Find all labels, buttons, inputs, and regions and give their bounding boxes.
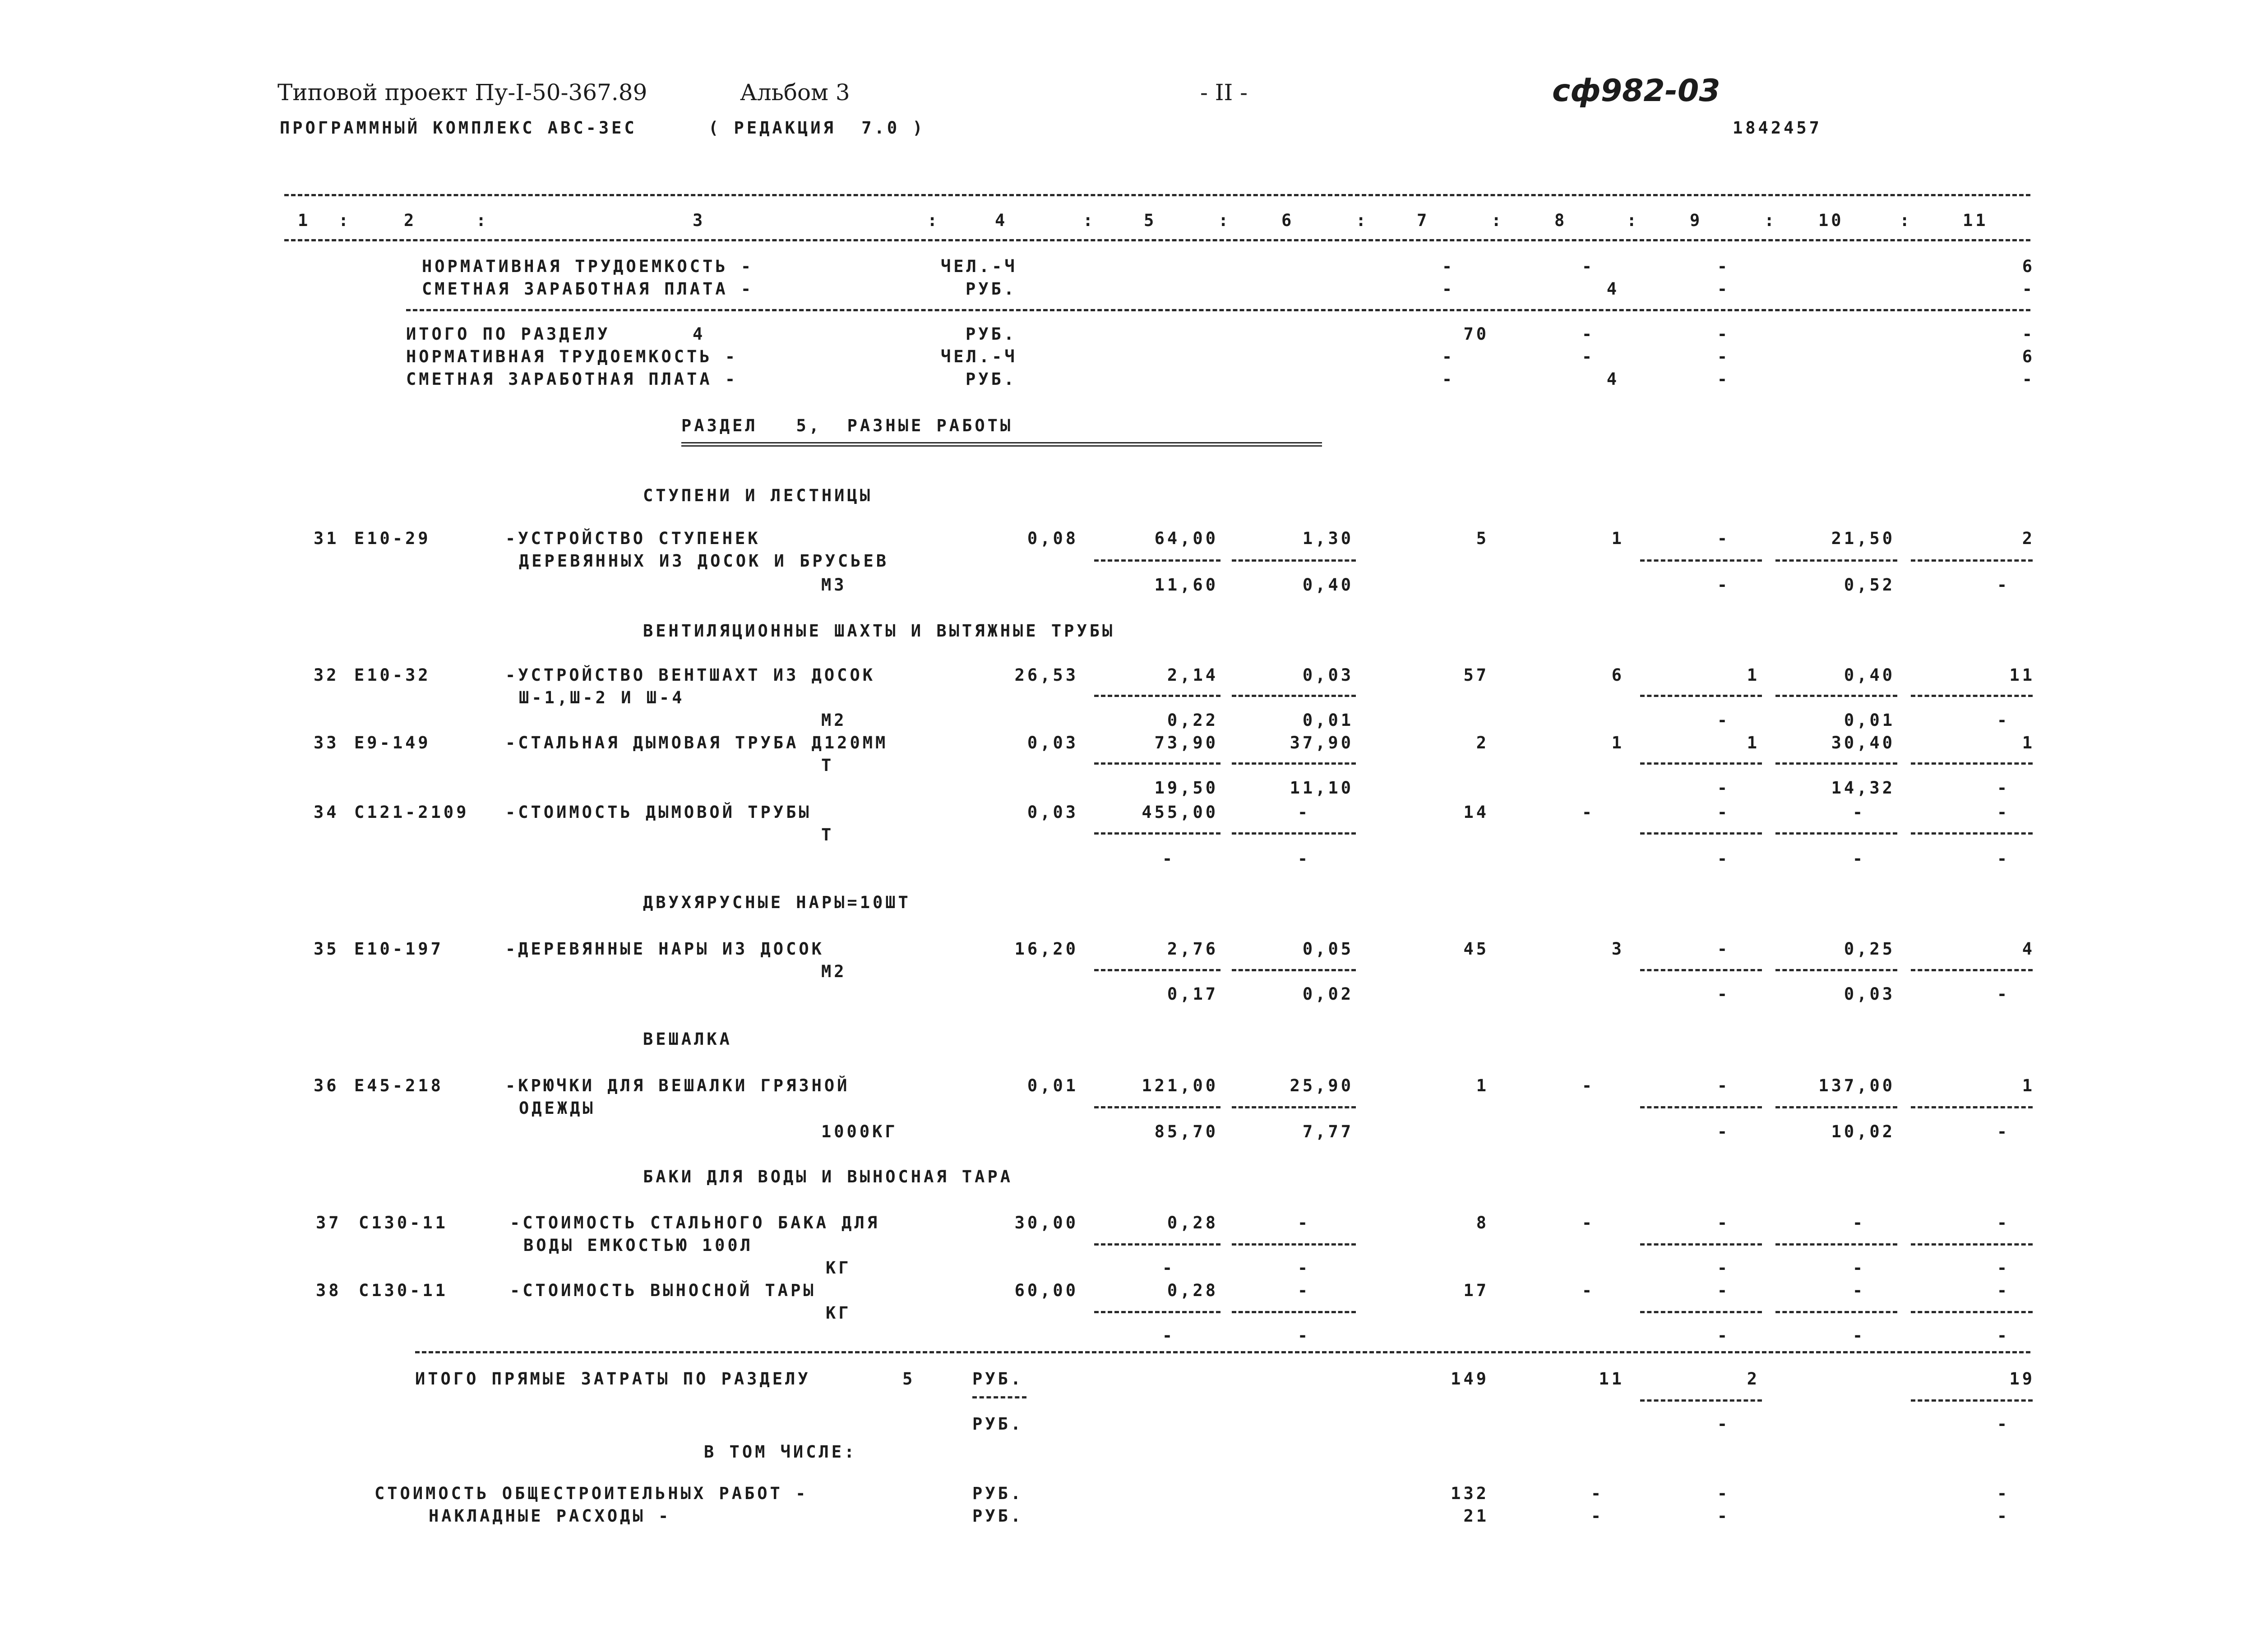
cell-c11: - <box>1997 803 2010 822</box>
subtotal-rule <box>406 309 2030 311</box>
cell-c10: 0,25 <box>1844 939 1895 959</box>
cell-rule <box>1094 559 1220 562</box>
cell-rule <box>1775 1243 1897 1246</box>
group-title: СТУПЕНИ И ЛЕСТНИЦЫ <box>643 486 873 505</box>
unit-wage-sub: - <box>1297 1258 1311 1278</box>
unit-wage: 25,90 <box>1290 1076 1354 1095</box>
cell-c10-sub: - <box>1852 849 1866 868</box>
overhead-v8: - <box>1590 1506 1604 1526</box>
unit-wage: 1,30 <box>1302 529 1354 548</box>
cell-c11-sub: - <box>1997 711 2010 730</box>
col-sep: : <box>1764 211 1777 230</box>
cell-c11-sub: - <box>1997 1122 2010 1141</box>
cell-rule <box>1640 559 1762 562</box>
group-title: БАКИ ДЛЯ ВОДЫ И ВЫНОСНАЯ ТАРА <box>643 1167 1013 1186</box>
album-label: Альбом 3 <box>740 79 850 106</box>
col-sep: : <box>927 211 940 230</box>
cell-c11: - <box>1997 1213 2010 1232</box>
cell-c11: 4 <box>2022 939 2035 959</box>
work-description: -ДЕРЕВЯННЫЕ НАРЫ ИЗ ДОСОК <box>505 939 824 959</box>
cell-rule <box>1775 1106 1897 1108</box>
row-number: 32 <box>314 665 339 685</box>
row-number: 37 <box>316 1213 342 1232</box>
unit-cost-sub: - <box>1162 1326 1175 1345</box>
total-wage-label: СМЕТНАЯ ЗАРАБОТНАЯ ПЛАТА - <box>406 369 738 389</box>
wage-unit: РУБ. <box>966 279 1017 299</box>
cell-rule <box>1094 762 1220 765</box>
col-6: 6 <box>1281 211 1294 230</box>
unit: М3 <box>821 575 847 595</box>
unit: КГ <box>826 1303 851 1323</box>
cell-rule <box>1911 695 2033 697</box>
overhead-label: НАКЛАДНЫЕ РАСХОДЫ - <box>429 1506 671 1526</box>
total-cost: 8 <box>1476 1213 1489 1232</box>
unit-cost: 0,28 <box>1167 1213 1218 1232</box>
cell-c11-sub: - <box>1997 1258 2010 1278</box>
unit-wage-sub: 11,10 <box>1290 778 1354 798</box>
cell-c10: 21,50 <box>1831 529 1895 548</box>
cell-v11: 6 <box>2022 257 2035 276</box>
unit-wage-sub: 0,01 <box>1302 711 1354 730</box>
general-works-v7: 132 <box>1451 1484 1489 1503</box>
unit-cost: 455,00 <box>1142 803 1218 822</box>
cell-v9: - <box>1717 324 1730 344</box>
cell-c11-sub: - <box>1997 575 2010 595</box>
cell-c9-sub: - <box>1717 711 1730 730</box>
header-rule <box>284 239 2030 241</box>
cell-rule <box>1640 1311 1762 1313</box>
cell-rule <box>1911 1399 2033 1402</box>
direct-costs-unit-sub: РУБ. <box>972 1414 1024 1434</box>
work-description: -КРЮЧКИ ДЛЯ ВЕШАЛКИ ГРЯЗНОЙ <box>505 1076 850 1095</box>
col-4: 4 <box>995 211 1008 230</box>
unit-wage-sub: 7,77 <box>1302 1122 1354 1141</box>
cell-c11-sub: - <box>1997 778 2010 798</box>
cell-rule <box>1232 969 1356 971</box>
cell-c9: - <box>1717 1076 1730 1095</box>
col-sep: : <box>1218 211 1231 230</box>
work-description: -УСТРОЙСТВО СТУПЕНЕК <box>505 529 761 548</box>
cell-c10-sub: 10,02 <box>1831 1122 1895 1141</box>
section-total-label: ИТОГО ПО РАЗДЕЛУ <box>406 324 610 344</box>
col-sep: : <box>1900 211 1913 230</box>
cell-c11: 2 <box>2022 529 2035 548</box>
rate-code: Е10-29 <box>354 529 431 548</box>
unit-cost: 2,76 <box>1167 939 1218 959</box>
cell-c9-sub: - <box>1717 984 1730 1004</box>
group-title: ВЕШАЛКА <box>643 1029 732 1049</box>
work-description-cont: ОДЕЖДЫ <box>519 1098 596 1118</box>
general-works-v11: - <box>1997 1484 2010 1503</box>
total-cost: 45 <box>1463 939 1489 959</box>
overhead-v7: 21 <box>1463 1506 1489 1526</box>
cell-rule <box>1640 762 1762 765</box>
document-number: 1842457 <box>1733 118 1822 138</box>
cell-rule <box>1232 832 1356 835</box>
cell-c11-sub: - <box>1997 984 2010 1004</box>
unit-wage: 0,05 <box>1302 939 1354 959</box>
cell-v7: - <box>1442 279 1455 299</box>
total-wage: 1 <box>1611 733 1624 752</box>
total-wage: 3 <box>1611 939 1624 959</box>
cell-rule <box>1094 832 1220 835</box>
total-wage: - <box>1581 1213 1595 1232</box>
section-5-title: РАЗДЕЛ 5, РАЗНЫЕ РАБОТЫ <box>681 416 1013 435</box>
cell-rule <box>1775 695 1897 697</box>
cell-c11: 11 <box>2009 665 2035 685</box>
cell-rule <box>1094 969 1220 971</box>
cell-c9-sub: - <box>1717 849 1730 868</box>
cell-rule <box>1232 762 1356 765</box>
work-description-cont: ВОДЫ ЕМКОСТЬЮ 100Л <box>523 1236 753 1255</box>
cell-v8: - <box>1581 324 1595 344</box>
cell-rule <box>1232 559 1356 562</box>
cell-c10-sub: 0,52 <box>1844 575 1895 595</box>
total-cost: 17 <box>1463 1281 1489 1300</box>
cell-rule <box>1911 969 2033 971</box>
cell-c10: - <box>1852 1281 1866 1300</box>
quantity: 0,08 <box>1027 529 1078 548</box>
total-cost: 1 <box>1476 1076 1489 1095</box>
work-description: -СТОИМОСТЬ СТАЛЬНОГО БАКА ДЛЯ <box>510 1213 880 1232</box>
section-5-underline <box>681 442 1322 447</box>
group-title: ВЕНТИЛЯЦИОННЫЕ ШАХТЫ И ВЫТЯЖНЫЕ ТРУБЫ <box>643 621 1115 641</box>
cell-rule <box>1775 832 1897 835</box>
cell-rule <box>1232 1243 1356 1246</box>
unit: М2 <box>821 711 847 730</box>
cell-c9: 1 <box>1747 665 1760 685</box>
col-5: 5 <box>1144 211 1157 230</box>
cell-c9: - <box>1717 529 1730 548</box>
unit-cost-sub: - <box>1162 1258 1175 1278</box>
cell-c10-sub: 0,01 <box>1844 711 1895 730</box>
overhead-v11: - <box>1997 1506 2010 1526</box>
work-description: -СТОИМОСТЬ ДЫМОВОЙ ТРУБЫ <box>505 803 812 822</box>
quantity: 0,03 <box>1027 733 1078 752</box>
cell-c10-sub: - <box>1852 1326 1866 1345</box>
cell-v8: - <box>1581 257 1595 276</box>
cell-c9-sub: - <box>1717 1122 1730 1141</box>
cell-c9: 1 <box>1747 733 1760 752</box>
direct-costs-v8: 11 <box>1599 1369 1624 1389</box>
cell-v11: - <box>2022 324 2035 344</box>
table-top-rule <box>284 194 2030 196</box>
col-11: 11 <box>1963 211 1988 230</box>
overhead-unit: РУБ. <box>972 1506 1024 1526</box>
total-wage: - <box>1581 1281 1595 1300</box>
labor-unit: ЧЕЛ.-Ч <box>941 257 1017 276</box>
cell-rule <box>1911 1243 2033 1246</box>
cell-rule <box>1640 695 1762 697</box>
direct-costs-v7: 149 <box>1451 1369 1489 1389</box>
rate-code: С121-2109 <box>354 803 469 822</box>
cell-rule <box>1232 695 1356 697</box>
cell-rule <box>1232 1106 1356 1108</box>
rate-code: Е45-218 <box>354 1076 444 1095</box>
general-works-v8: - <box>1590 1484 1604 1503</box>
rate-code: С130-11 <box>359 1213 448 1232</box>
unit: М2 <box>821 962 847 981</box>
section-total-number: 4 <box>693 324 706 344</box>
cell-v9: - <box>1717 279 1730 299</box>
col-8: 8 <box>1554 211 1567 230</box>
cell-c11: 1 <box>2022 733 2035 752</box>
unit-cost-sub: 85,70 <box>1154 1122 1218 1141</box>
row-number: 34 <box>314 803 339 822</box>
cell-c9-sub: - <box>1717 1326 1730 1345</box>
col-sep: : <box>1083 211 1096 230</box>
col-sep: : <box>1627 211 1640 230</box>
group-title: ДВУХЯРУСНЫЕ НАРЫ=10ШТ <box>643 893 911 912</box>
unit: 1000КГ <box>821 1122 898 1141</box>
direct-costs-v9: 2 <box>1747 1369 1760 1389</box>
unit-cost-sub: - <box>1162 849 1175 868</box>
cell-v8: - <box>1581 347 1595 366</box>
general-works-label: СТОИМОСТЬ ОБЩЕСТРОИТЕЛЬНЫХ РАБОТ - <box>374 1484 809 1503</box>
cell-v11: 6 <box>2022 347 2035 366</box>
cell-rule <box>1775 1311 1897 1313</box>
rate-code: Е10-197 <box>354 939 444 959</box>
col-10: 10 <box>1818 211 1844 230</box>
direct-costs-v11: 19 <box>2009 1369 2035 1389</box>
direct-costs-v11-sub: - <box>1997 1414 2010 1434</box>
cell-c9: - <box>1717 1281 1730 1300</box>
cell-c11: - <box>1997 1281 2010 1300</box>
section-total-unit: РУБ. <box>966 324 1017 344</box>
row-number: 36 <box>314 1076 339 1095</box>
cell-c10: - <box>1852 1213 1866 1232</box>
unit-wage: - <box>1297 803 1311 822</box>
cell-rule <box>1094 695 1220 697</box>
cell-rule <box>1911 1311 2033 1313</box>
unit-wage-sub: - <box>1297 1326 1311 1345</box>
general-works-v9: - <box>1717 1484 1730 1503</box>
quantity: 16,20 <box>1014 939 1078 959</box>
unit-cost: 2,14 <box>1167 665 1218 685</box>
rate-code: С130-11 <box>359 1281 448 1300</box>
unit-cost: 0,28 <box>1167 1281 1218 1300</box>
cell-rule <box>1775 559 1897 562</box>
total-labor-label: НОРМАТИВНАЯ ТРУДОЕМКОСТЬ - <box>406 347 738 366</box>
cell-c9: - <box>1717 1213 1730 1232</box>
cell-rule <box>1640 1243 1762 1246</box>
total-cost: 5 <box>1476 529 1489 548</box>
cell-c11: 1 <box>2022 1076 2035 1095</box>
cell-rule <box>1775 762 1897 765</box>
cell-v7: - <box>1442 369 1455 389</box>
rate-code: Е10-32 <box>354 665 431 685</box>
overhead-v9: - <box>1717 1506 1730 1526</box>
unit-cost-sub: 0,22 <box>1167 711 1218 730</box>
col-7: 7 <box>1417 211 1430 230</box>
unit-wage: 0,03 <box>1302 665 1354 685</box>
cell-c10-sub: 0,03 <box>1844 984 1895 1004</box>
cell-rule <box>1911 762 2033 765</box>
cell-v7: 70 <box>1463 324 1489 344</box>
quantity: 0,01 <box>1027 1076 1078 1095</box>
direct-costs-number: 5 <box>902 1369 915 1389</box>
cell-c11-sub: - <box>1997 1326 2010 1345</box>
col-9: 9 <box>1690 211 1703 230</box>
wage-label: СМЕТНАЯ ЗАРАБОТНАЯ ПЛАТА - <box>422 279 754 299</box>
cell-v11: - <box>2022 279 2035 299</box>
program-name: ПРОГРАММНЫЙ КОМПЛЕКС АВС-ЗЕС <box>280 118 637 138</box>
cell-rule <box>1094 1243 1220 1246</box>
col-sep: : <box>1356 211 1369 230</box>
cell-rule <box>1911 832 2033 835</box>
cell-rule <box>1640 832 1762 835</box>
unit-wage-sub: 0,02 <box>1302 984 1354 1004</box>
cell-v8: 4 <box>1606 369 1620 389</box>
unit: Т <box>821 825 834 844</box>
total-cost: 57 <box>1463 665 1489 685</box>
cell-v7: - <box>1442 347 1455 366</box>
cell-rule <box>1094 1106 1220 1108</box>
direct-costs-label: ИТОГО ПРЯМЫЕ ЗАТРАТЫ ПО РАЗДЕЛУ <box>415 1369 811 1389</box>
cell-rule <box>1911 559 2033 562</box>
work-description: -УСТРОЙСТВО ВЕНТШАХТ ИЗ ДОСОК <box>505 665 876 685</box>
cell-c10: 30,40 <box>1831 733 1895 752</box>
cell-c11-sub: - <box>1997 849 2010 868</box>
cell-c9-sub: - <box>1717 575 1730 595</box>
cell-rule <box>1232 1311 1356 1313</box>
unit-cost: 73,90 <box>1154 733 1218 752</box>
unit-wage: - <box>1297 1213 1311 1232</box>
unit-cost: 64,00 <box>1154 529 1218 548</box>
row-number: 38 <box>316 1281 342 1300</box>
unit-cost-sub: 19,50 <box>1154 778 1218 798</box>
cell-v9: - <box>1717 257 1730 276</box>
cell-c10: 0,40 <box>1844 665 1895 685</box>
cell-rule <box>1775 969 1897 971</box>
unit-wage: - <box>1297 1281 1311 1300</box>
work-description: -СТАЛЬНАЯ ДЫМОВАЯ ТРУБА Д120ММ <box>505 733 888 752</box>
quantity: 60,00 <box>1014 1281 1078 1300</box>
cell-c9: - <box>1717 939 1730 959</box>
cell-c10-sub: 14,32 <box>1831 778 1895 798</box>
quantity: 0,03 <box>1027 803 1078 822</box>
unit: Т <box>821 756 834 775</box>
cell-v7: - <box>1442 257 1455 276</box>
including-label: В ТОМ ЧИСЛЕ: <box>704 1442 857 1462</box>
document-code: сф982-03 <box>1552 73 1720 109</box>
row-number: 33 <box>314 733 339 752</box>
col-sep: : <box>1491 211 1504 230</box>
cell-rule <box>1640 1106 1762 1108</box>
cell-v8: 4 <box>1606 279 1620 299</box>
total-wage: - <box>1581 1076 1595 1095</box>
total-wage: 6 <box>1611 665 1624 685</box>
cell-rule <box>1911 1106 2033 1108</box>
general-works-unit: РУБ. <box>972 1484 1024 1503</box>
edition-label: ( РЕДАКЦИЯ 7.0 ) <box>708 118 925 138</box>
page-number: - II - <box>1200 79 1248 106</box>
unit: КГ <box>826 1258 851 1278</box>
direct-costs-unit: РУБ. <box>972 1369 1024 1389</box>
labor-label: НОРМАТИВНАЯ ТРУДОЕМКОСТЬ - <box>422 257 754 276</box>
unit-cost-sub: 11,60 <box>1154 575 1218 595</box>
col-sep: : <box>476 211 489 230</box>
cell-c10-sub: - <box>1852 1258 1866 1278</box>
cell-v11: - <box>2022 369 2035 389</box>
work-description: -СТОИМОСТЬ ВЫНОСНОЙ ТАРЫ <box>510 1281 816 1300</box>
row-number: 35 <box>314 939 339 959</box>
rate-code: Е9-149 <box>354 733 431 752</box>
unit-rule <box>972 1396 1026 1398</box>
cell-c9: - <box>1717 803 1730 822</box>
unit-wage-sub: - <box>1297 849 1311 868</box>
work-description-cont: ДЕРЕВЯННЫХ ИЗ ДОСОК И БРУСЬЕВ <box>519 551 889 571</box>
unit-wage-sub: 0,40 <box>1302 575 1354 595</box>
cell-rule <box>1640 1399 1762 1402</box>
row-number: 31 <box>314 529 339 548</box>
col-2: 2 <box>404 211 417 230</box>
unit-cost-sub: 0,17 <box>1167 984 1218 1004</box>
work-description-cont: Ш-1,Ш-2 И Ш-4 <box>519 688 685 707</box>
cell-c10: - <box>1852 803 1866 822</box>
col-1: 1 <box>298 211 311 230</box>
col-3: 3 <box>693 211 706 230</box>
cell-c9-sub: - <box>1717 778 1730 798</box>
cell-v9: - <box>1717 369 1730 389</box>
unit-wage: 37,90 <box>1290 733 1354 752</box>
total-labor-unit: ЧЕЛ.-Ч <box>941 347 1017 366</box>
direct-costs-v9-sub: - <box>1717 1414 1730 1434</box>
quantity: 26,53 <box>1014 665 1078 685</box>
cell-c10: 137,00 <box>1818 1076 1895 1095</box>
cell-c9-sub: - <box>1717 1258 1730 1278</box>
cell-rule <box>1094 1311 1220 1313</box>
cell-rule <box>1640 969 1762 971</box>
unit-cost: 121,00 <box>1142 1076 1218 1095</box>
total-wage-unit: РУБ. <box>966 369 1017 389</box>
totals-rule <box>415 1351 2030 1353</box>
total-wage: 1 <box>1611 529 1624 548</box>
total-cost: 14 <box>1463 803 1489 822</box>
total-wage: - <box>1581 803 1595 822</box>
quantity: 30,00 <box>1014 1213 1078 1232</box>
project-title: Типовой проект Пу-I-50-367.89 <box>277 79 647 106</box>
col-sep: : <box>338 211 351 230</box>
total-cost: 2 <box>1476 733 1489 752</box>
cell-v9: - <box>1717 347 1730 366</box>
